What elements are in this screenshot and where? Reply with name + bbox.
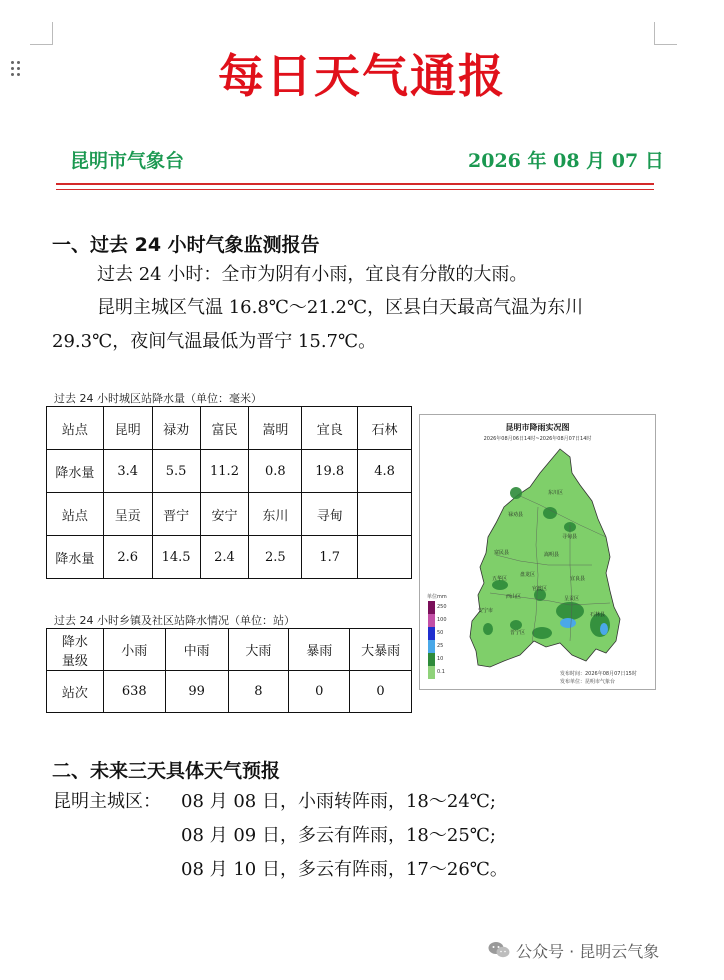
map-issue-time: 发布时间：2026年08月07日15时 <box>560 671 637 677</box>
table-cell: 大暴雨 <box>350 629 412 671</box>
legend-swatch <box>428 627 435 640</box>
table-row <box>47 536 412 579</box>
table-cell: 晋宁 <box>152 493 200 536</box>
table-cell: 3.4 <box>103 450 152 493</box>
station-precipitation-table <box>46 406 412 579</box>
table-cell: 4.8 <box>358 450 412 493</box>
legend-swatch <box>428 601 435 614</box>
table2-caption: 过去 24 小时乡镇及社区站降水情况（单位：站） <box>54 614 295 627</box>
legend-title: 单位mm <box>427 594 447 600</box>
section1-paragraph-2-line2: 29.3℃，夜间气温最低为晋宁 15.7℃。 <box>52 331 377 352</box>
table-cell: 昆明 <box>103 407 152 450</box>
legend-label: 25 <box>437 643 444 649</box>
table-cell: 638 <box>103 671 165 713</box>
legend-swatch <box>428 614 435 627</box>
table-cell: 宜良 <box>302 407 358 450</box>
table-cell: 东川 <box>249 493 302 536</box>
table-cell: 富民 <box>200 407 249 450</box>
table-cell: 禄劝 <box>152 407 200 450</box>
map-district-label: 东川区 <box>548 490 564 496</box>
legend-swatch <box>428 653 435 666</box>
table-row <box>47 407 412 450</box>
map-graphic <box>420 415 655 689</box>
legend-label: 250 <box>437 604 447 610</box>
map-district-label: 西山区 <box>506 594 522 600</box>
map-district-label: 呈贡区 <box>564 596 580 602</box>
table-cell: 大雨 <box>228 629 289 671</box>
forecast-line-2: 08 月 09 日，多云有阵雨，18～25℃; <box>181 825 496 846</box>
table-cell: 8 <box>228 671 289 713</box>
wechat-icon <box>488 941 510 959</box>
section1-paragraph-1: 过去 24 小时：全市为阴有小雨，宜良有分散的大雨。 <box>97 264 528 285</box>
header-rule-thick <box>56 183 654 185</box>
legend-label: 0.1 <box>437 669 445 675</box>
forecast-prefix: 昆明主城区： <box>53 791 161 812</box>
township-precipitation-table <box>46 628 412 713</box>
table-cell: 0 <box>289 671 350 713</box>
table-cell: 站点 <box>47 493 104 536</box>
table-row <box>47 450 412 493</box>
table-cell: 2.5 <box>249 536 302 579</box>
precipitation-map <box>419 414 656 690</box>
table-cell: 0 <box>350 671 412 713</box>
map-district-label: 石林县 <box>590 612 606 618</box>
table-cell: 寻甸 <box>302 493 358 536</box>
table-cell: 2.4 <box>200 536 249 579</box>
map-district-label: 盘龙区 <box>520 572 536 578</box>
table-row <box>47 493 412 536</box>
table-cell: 99 <box>165 671 228 713</box>
table-cell: 5.5 <box>152 450 200 493</box>
map-title: 昆明市降雨实况图 <box>505 423 570 432</box>
table-cell: 嵩明 <box>249 407 302 450</box>
table-cell: 安宁 <box>200 493 249 536</box>
table-cell: 11.2 <box>200 450 249 493</box>
section1-heading: 一、过去 24 小时气象监测报告 <box>52 234 320 256</box>
table-cell: 降水量 <box>47 450 104 493</box>
table-cell: 呈贡 <box>103 493 152 536</box>
table-cell-line: 降水 <box>61 634 88 650</box>
table-cell: 站点 <box>47 407 104 450</box>
map-district-label: 安宁市 <box>478 608 494 614</box>
table-cell: 中雨 <box>165 629 228 671</box>
table-cell-line: 量级 <box>61 653 88 669</box>
map-district-label: 富民县 <box>494 550 510 556</box>
table-cell <box>358 493 412 536</box>
map-issuer: 发布单位：昆明市气象台 <box>560 679 616 685</box>
map-district-label: 晋宁区 <box>510 630 526 636</box>
issue-date: 2026 年 08 月 07 日 <box>468 150 664 172</box>
table-cell: 降水量 <box>47 536 104 579</box>
map-district-label: 五华区 <box>492 576 508 582</box>
table1-caption: 过去 24 小时城区站降水量（单位：毫米） <box>54 392 262 405</box>
map-district-label: 官渡区 <box>532 586 548 592</box>
table-cell: 小雨 <box>103 629 165 671</box>
legend-label: 100 <box>437 617 447 623</box>
table-row <box>47 629 412 671</box>
forecast-line-3: 08 月 10 日，多云有阵雨，17～26℃。 <box>181 859 508 880</box>
table-cell: 暴雨 <box>289 629 350 671</box>
document-title: 每日天气通报 <box>218 49 506 103</box>
forecast-line-1: 08 月 08 日，小雨转阵雨，18～24℃; <box>181 791 496 812</box>
map-subtitle: 2026年08月06日14时~2026年08月07日14时 <box>483 436 592 442</box>
issuing-organization: 昆明市气象台 <box>70 150 185 172</box>
table-cell: 2.6 <box>103 536 152 579</box>
table-cell: 石林 <box>358 407 412 450</box>
table-row <box>47 671 412 713</box>
legend-label: 50 <box>437 630 444 636</box>
map-district-label: 嵩明县 <box>544 552 560 558</box>
table-cell <box>47 629 104 671</box>
legend-swatch <box>428 666 435 679</box>
table-cell: 1.7 <box>302 536 358 579</box>
map-district-label: 禄劝县 <box>508 512 524 518</box>
legend-label: 10 <box>437 656 444 662</box>
table-cell <box>358 536 412 579</box>
map-district-label: 寻甸县 <box>562 534 578 540</box>
map-district-label: 宜良县 <box>570 576 586 582</box>
table-cell: 站次 <box>47 671 104 713</box>
section1-paragraph-2-line1: 昆明主城区气温 16.8℃～21.2℃，区县白天最高气温为东川 <box>97 297 584 318</box>
footer-brand: 公众号 · 昆明云气象 <box>516 942 660 961</box>
table-cell: 19.8 <box>302 450 358 493</box>
legend-swatch <box>428 640 435 653</box>
table-cell: 0.8 <box>249 450 302 493</box>
table-cell: 14.5 <box>152 536 200 579</box>
header-rule-thin <box>56 189 654 190</box>
section2-heading: 二、未来三天具体天气预报 <box>52 760 281 782</box>
